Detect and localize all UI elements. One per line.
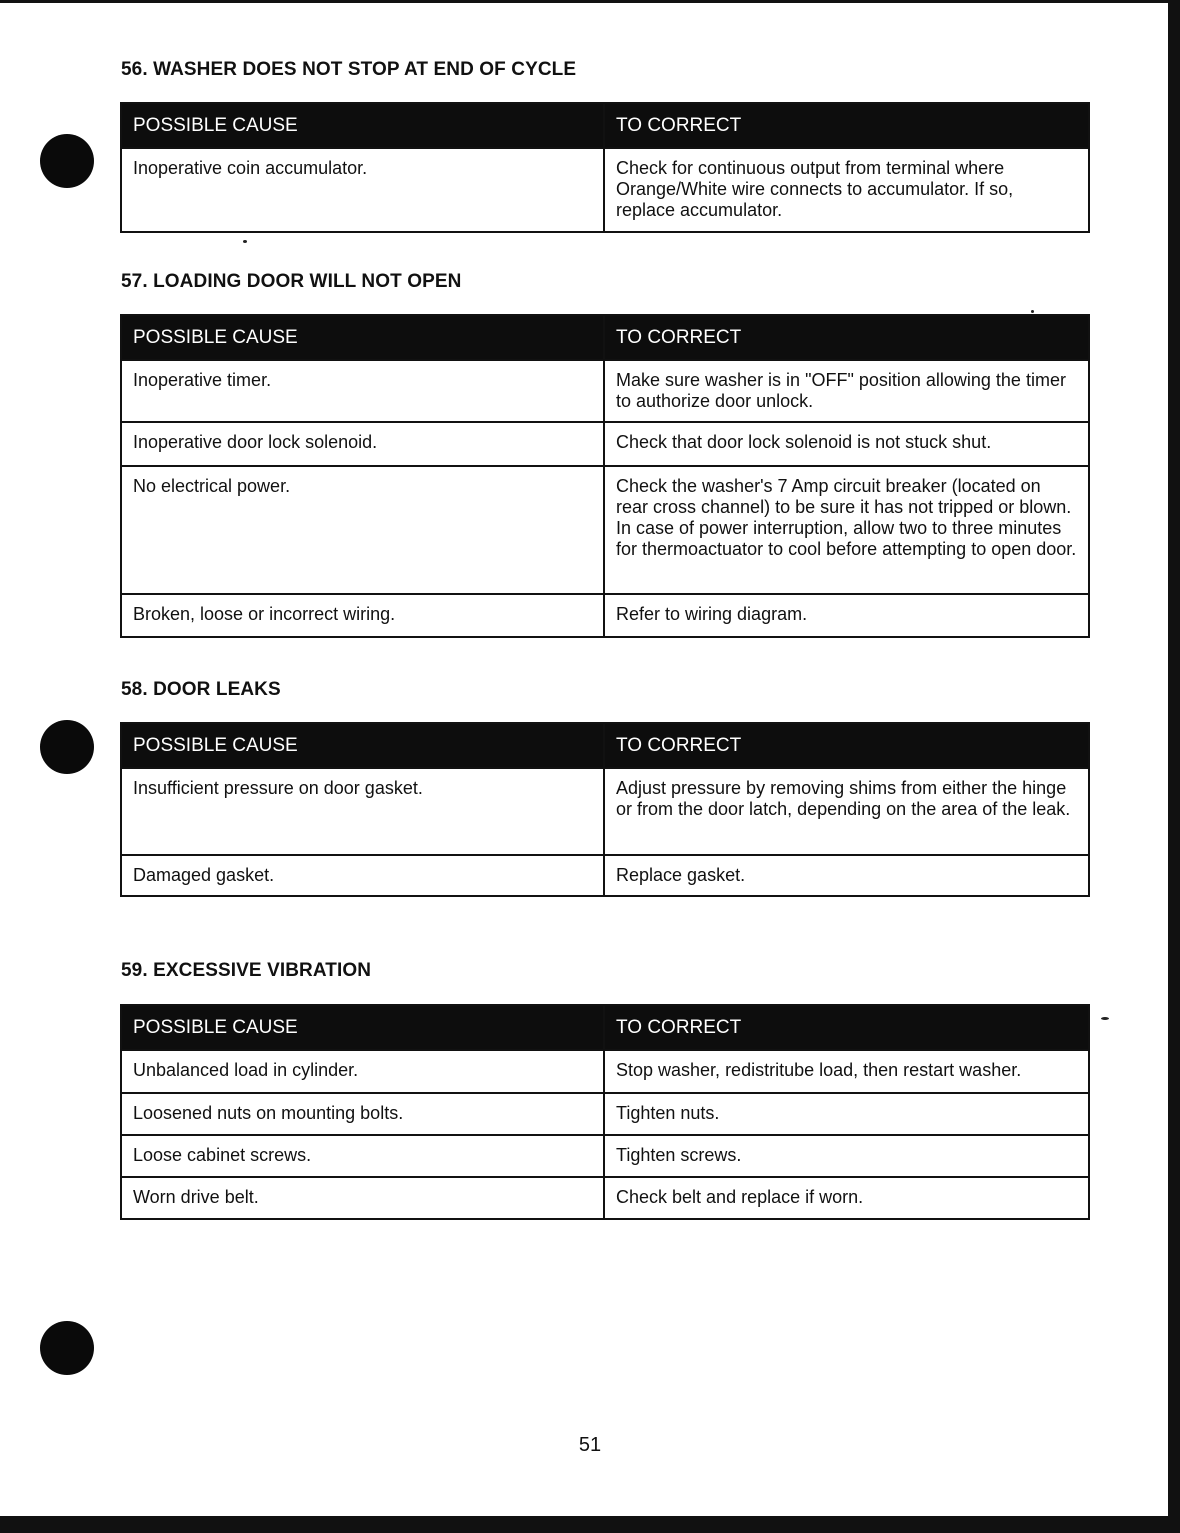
troubleshooting-table	[120, 722, 1090, 897]
troubleshooting-table	[120, 1004, 1090, 1220]
correction-cell: Check for continuous output from terminal where Orange/White wire connects to accumulator. If so, replace accumulator.	[604, 148, 1089, 232]
cause-cell: Inoperative door lock solenoid.	[121, 422, 604, 466]
cause-cell: Damaged gasket.	[121, 855, 604, 896]
scan-speck	[243, 240, 247, 243]
troubleshooting-table	[120, 102, 1090, 233]
page-number: 51	[578, 1434, 602, 1456]
correction-cell: Refer to wiring diagram.	[604, 594, 1089, 637]
table-row	[121, 594, 1089, 637]
section-title: 56. WASHER DOES NOT STOP AT END OF CYCLE	[121, 59, 577, 80]
cause-cell: Worn drive belt.	[121, 1177, 604, 1219]
table-header-row	[121, 103, 1089, 148]
correction-cell: Make sure washer is in "OFF" position allowing the timer to authorize door unlock.	[604, 360, 1089, 422]
punch-hole-bottom	[40, 1321, 94, 1375]
cause-cell: Loosened nuts on mounting bolts.	[121, 1093, 604, 1135]
header-possible-cause: POSSIBLE CAUSE	[121, 1005, 604, 1050]
correction-cell: Tighten nuts.	[604, 1093, 1089, 1135]
cause-cell: Inoperative timer.	[121, 360, 604, 422]
section-title: 59. EXCESSIVE VIBRATION	[121, 960, 372, 981]
scan-speck	[1101, 1017, 1109, 1020]
scan-border-bottom	[0, 1516, 1180, 1533]
correction-cell: Replace gasket.	[604, 855, 1089, 896]
table-row	[121, 1177, 1089, 1219]
cause-cell: Broken, loose or incorrect wiring.	[121, 594, 604, 637]
header-to-correct: TO CORRECT	[604, 315, 1089, 360]
correction-cell: Stop washer, redistritube load, then restart washer.	[604, 1050, 1089, 1093]
cause-cell: Insufficient pressure on door gasket.	[121, 768, 604, 855]
correction-cell: Check that door lock solenoid is not stuck shut.	[604, 422, 1089, 466]
table-row	[121, 1050, 1089, 1093]
correction-cell: Tighten screws.	[604, 1135, 1089, 1177]
table-row	[121, 466, 1089, 594]
section-title: 58. DOOR LEAKS	[121, 679, 281, 700]
punch-hole-middle	[40, 720, 94, 774]
table-row	[121, 422, 1089, 466]
header-to-correct: TO CORRECT	[604, 723, 1089, 768]
table-header-row	[121, 315, 1089, 360]
scan-speck	[1031, 310, 1034, 313]
cause-cell: Loose cabinet screws.	[121, 1135, 604, 1177]
cause-cell: Unbalanced load in cylinder.	[121, 1050, 604, 1093]
header-possible-cause: POSSIBLE CAUSE	[121, 315, 604, 360]
correction-cell: Check belt and replace if worn.	[604, 1177, 1089, 1219]
correction-cell: Adjust pressure by removing shims from either the hinge or from the door latch, depending on the area of the leak.	[604, 768, 1089, 855]
cause-cell: Inoperative coin accumulator.	[121, 148, 604, 232]
table-row	[121, 360, 1089, 422]
table-header-row	[121, 723, 1089, 768]
header-possible-cause: POSSIBLE CAUSE	[121, 723, 604, 768]
correction-cell: Check the washer's 7 Amp circuit breaker (located on rear cross channel) to be sure it has not tripped or blown. In case of power interruption, allow two to three minutes for thermoactuator to cool before attempting to open door.	[604, 466, 1089, 594]
table-row	[121, 1135, 1089, 1177]
scan-border-right	[1168, 0, 1180, 1533]
table-row	[121, 148, 1089, 232]
header-possible-cause: POSSIBLE CAUSE	[121, 103, 604, 148]
scan-border-top	[0, 0, 1180, 3]
punch-hole-top	[40, 134, 94, 188]
cause-cell: No electrical power.	[121, 466, 604, 594]
section-title: 57. LOADING DOOR WILL NOT OPEN	[121, 271, 462, 292]
header-to-correct: TO CORRECT	[604, 103, 1089, 148]
table-row	[121, 1093, 1089, 1135]
header-to-correct: TO CORRECT	[604, 1005, 1089, 1050]
table-row	[121, 855, 1089, 896]
troubleshooting-table	[120, 314, 1090, 638]
table-row	[121, 768, 1089, 855]
table-header-row	[121, 1005, 1089, 1050]
